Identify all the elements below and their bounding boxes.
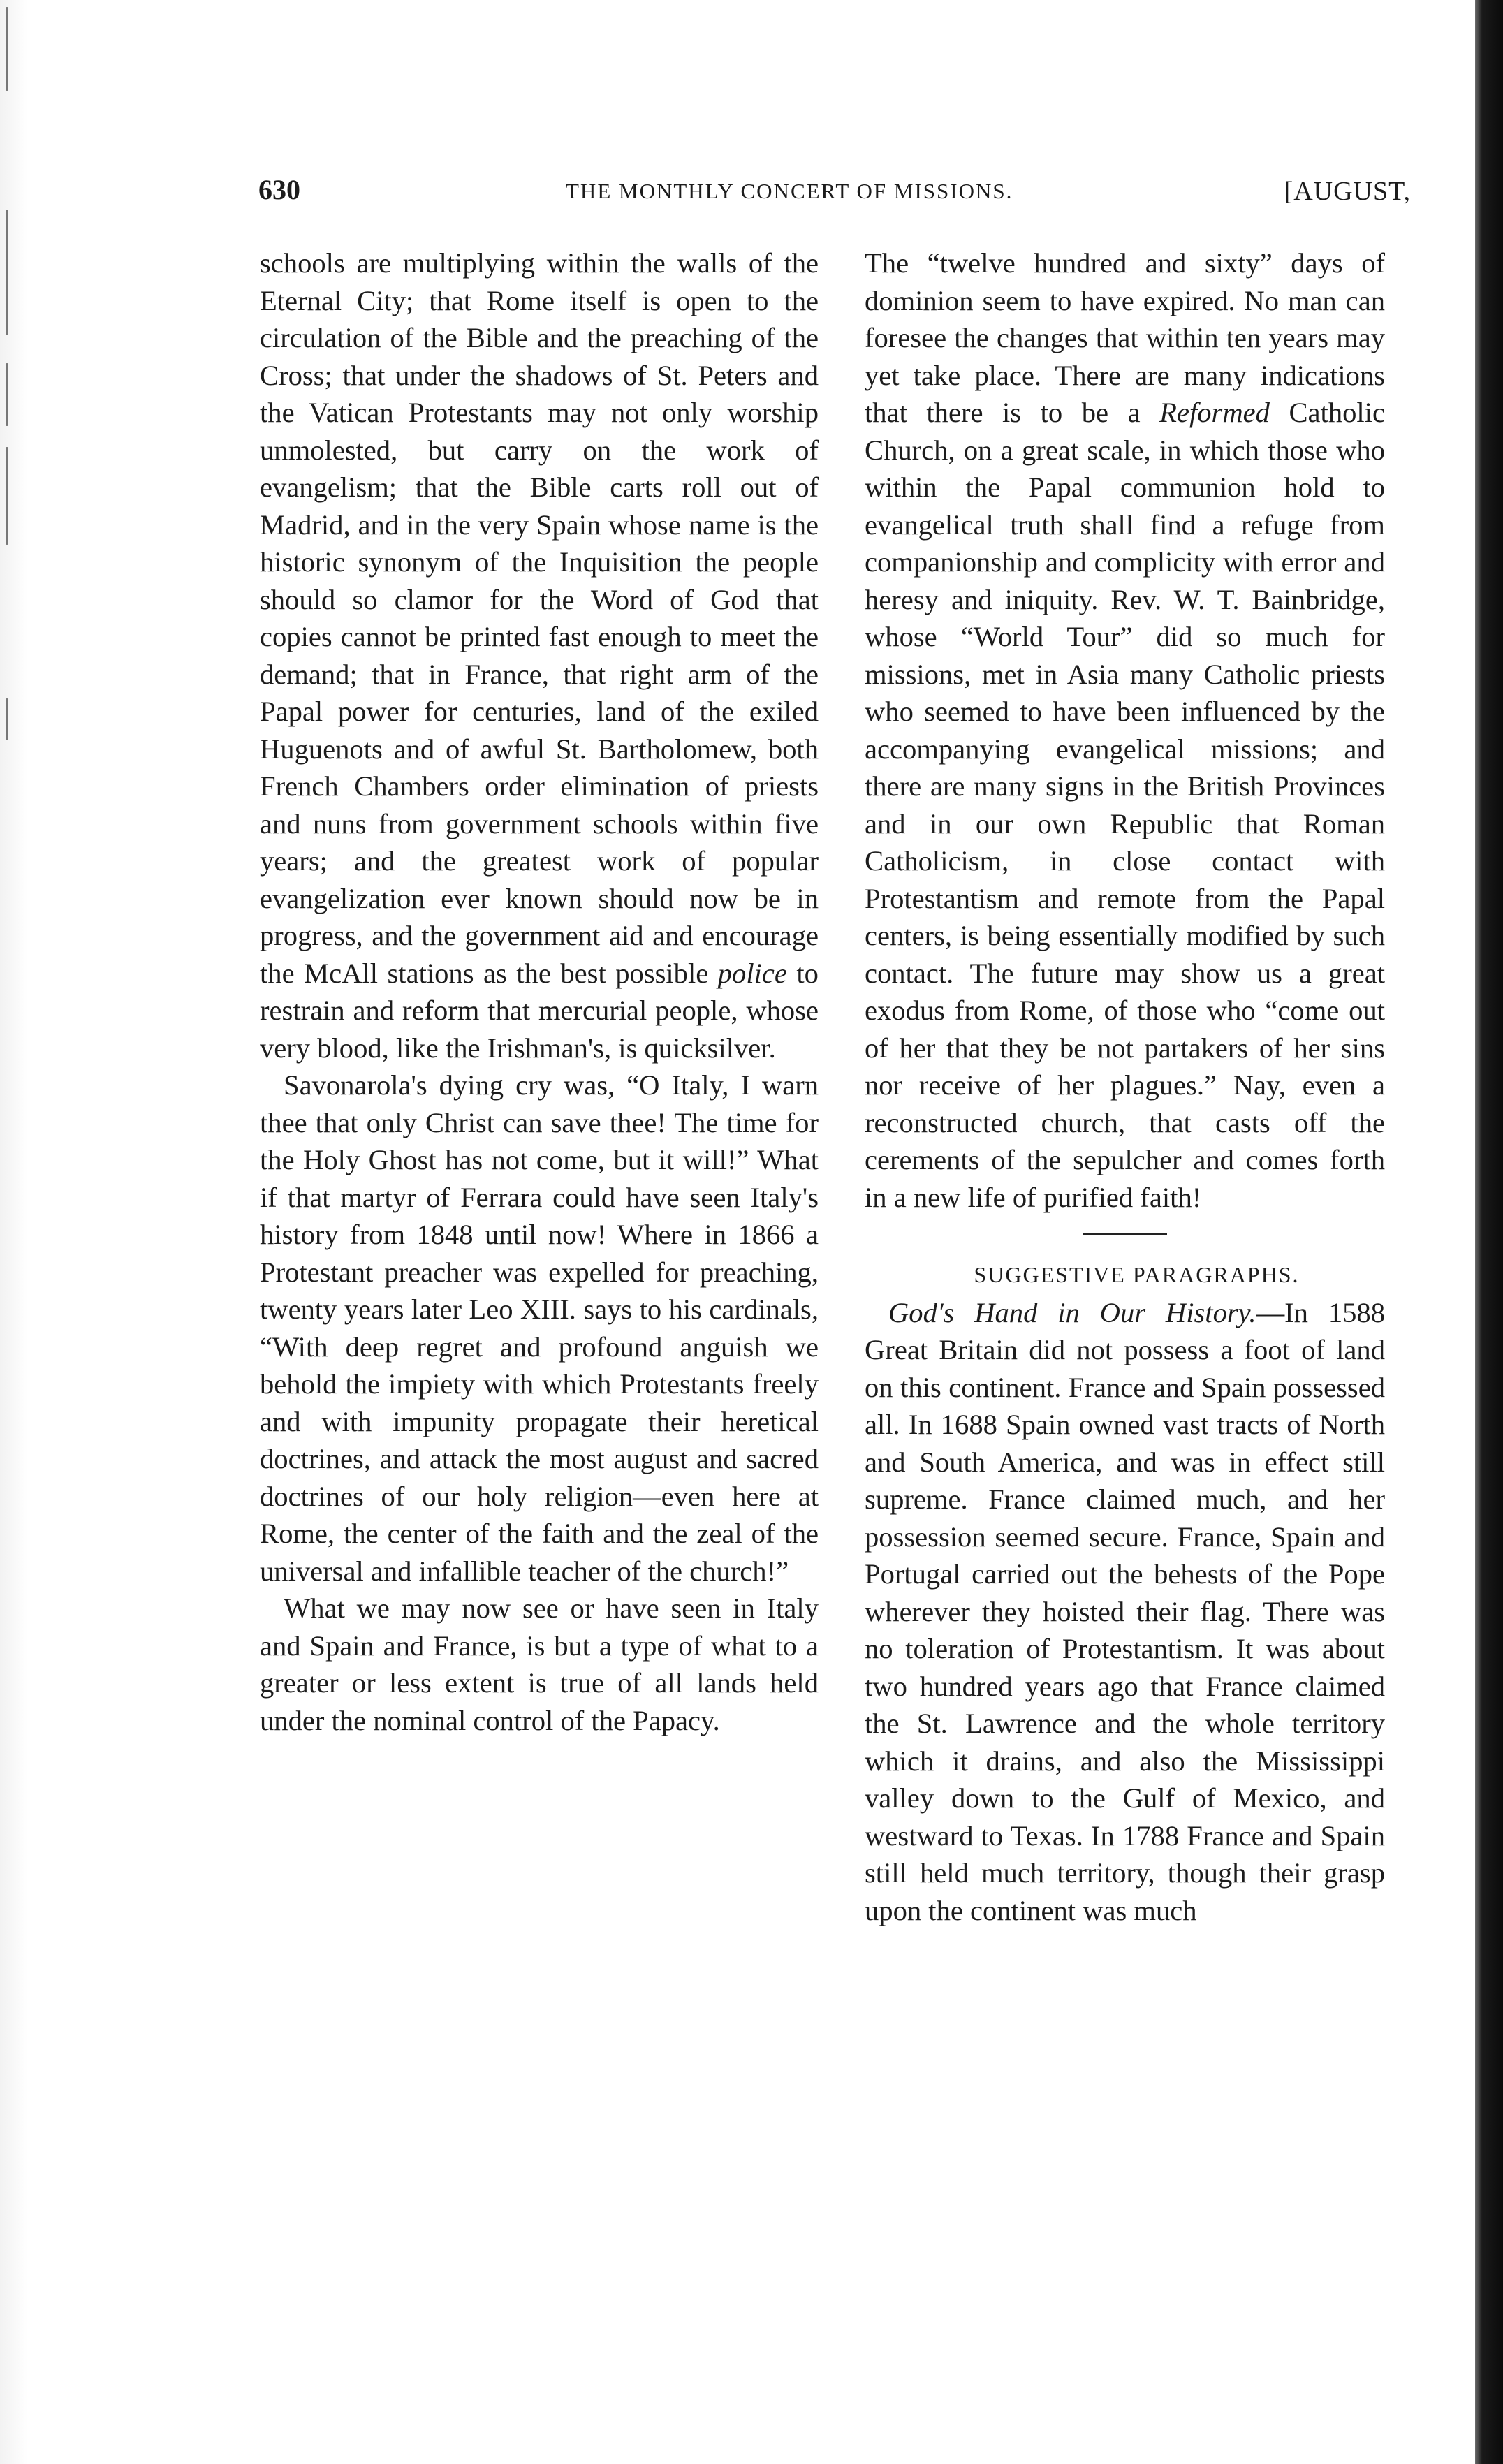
paragraph bbox=[260, 244, 819, 1066]
left-column bbox=[260, 244, 819, 1739]
paragraph: What we may now see or have seen in Italy and Spain and France, is but a type of what to a greater or less extent is true of all lands held under the nominal control of the Papacy. bbox=[260, 1592, 819, 1736]
paragraph-lead: God's Hand in Our History. bbox=[888, 1296, 1256, 1328]
scan-right-edge bbox=[1475, 0, 1503, 2464]
paragraph bbox=[865, 244, 1385, 1216]
scan-left-edge bbox=[0, 0, 28, 2464]
paragraph-text: Catholic Church, on a great scale, in which those who within the Papal communion hold to evangelical truth shall find a refuge from companionship and complicity with error and heresy and iniquity. Rev. W. T. Bainbridge, whose “World Tour” did so much for missions, met in Asia many Catholic priests who seemed to have been influenced by the accompanying evangelical missions; and there are many signs in the British Provinces and in our own Republic that Roman Catholicism, in close contact with Protestantism and remote from the Papal centers, is being essentially modified by such contact. The future may show us a great exodus from Rome, of those who “come out of her that they be not partakers of her sins nor receive of her plagues.” Nay, even a reconstructed church, that casts off the cerements of the sepulcher and comes forth in a new life of purified faith! bbox=[865, 397, 1385, 1213]
paragraph-text: The “twelve hundred and sixty” days of dominion seem to have expired. No man can foresee the changes that within ten years may yet take place. There are many indications that there is to be a bbox=[865, 247, 1385, 428]
emphasis: police bbox=[717, 957, 787, 989]
running-month: [AUGUST, bbox=[1284, 177, 1411, 206]
emphasis: Reformed bbox=[1159, 397, 1270, 428]
paragraph: Savonarola's dying cry was, “O Italy, I warn thee that only Christ can save thee! The time for the Holy Ghost has not come, but it will!” What if that martyr of Ferrara could have seen Italy's history from 1848 until now! Where in 1866 a Protestant preacher was expelled for preaching, twenty years later Leo XIII. says to his cardinals, “With deep regret and profound anguish we behold the impiety with which Protestants freely and with impunity propagate their heretical doctrines, and attack the most august and sacred doctrines of our holy religion—even here at Rome, the center of the faith and the zeal of the universal and infallible teacher of the church!” bbox=[260, 1069, 819, 1587]
section-heading: SUGGESTIVE PARAGRAPHS. bbox=[974, 1262, 1300, 1287]
paragraph-text: —In 1588 Great Britain did not possess a foot of land on this continent. France and Spain possessed all. In 1688 Spain owned vast tracts of North and South America, and was in effect still supreme. France claimed much, and her possession seemed secure. France, Spain and Portugal carried out the behests of the Pope wherever they hoisted their flag. There was no toleration of Protestantism. It was about two hundred years ago that France claimed the St. Lawrence and the whole territory which it drains, and also the Mississippi valley down to the Gulf of Mexico, and westward to Texas. In 1788 France and Spain still held much territory, though their grasp upon the continent was much bbox=[865, 1296, 1385, 1926]
running-title: THE MONTHLY CONCERT OF MISSIONS. bbox=[566, 179, 1013, 203]
section-separator bbox=[1083, 1233, 1167, 1235]
page-number: 630 bbox=[258, 174, 300, 205]
right-column bbox=[865, 244, 1385, 1929]
paragraph bbox=[865, 1294, 1385, 1930]
paragraph-text: to restrain and reform that mercurial people, whose very blood, like the Irishman's, is quicksilver. bbox=[260, 957, 819, 1064]
paragraph-text: schools are multiplying within the walls of the Eternal City; that Rome itself is open to the circulation of the Bible and the preaching of the Cross; that under the shadows of St. Peters and the Vatican Protestants may not only worship unmolested, but carry on the work of evangelism; that the Bible carts roll out of Madrid, and in the very Spain whose name is the historic synonym of the Inquisition the people should so clamor for the Word of God that copies cannot be printed fast enough to meet the demand; that in France, that right arm of the Papal power for centuries, land of the exiled Huguenots and of awful St. Bartholomew, both French Chambers order elimination of priests and nuns from government schools within five years; and the greatest work of popular evangelization ever known should now be in progress, and the government aid and encourage the McAll stations as the best possible bbox=[260, 247, 819, 989]
page-header bbox=[258, 173, 1411, 222]
